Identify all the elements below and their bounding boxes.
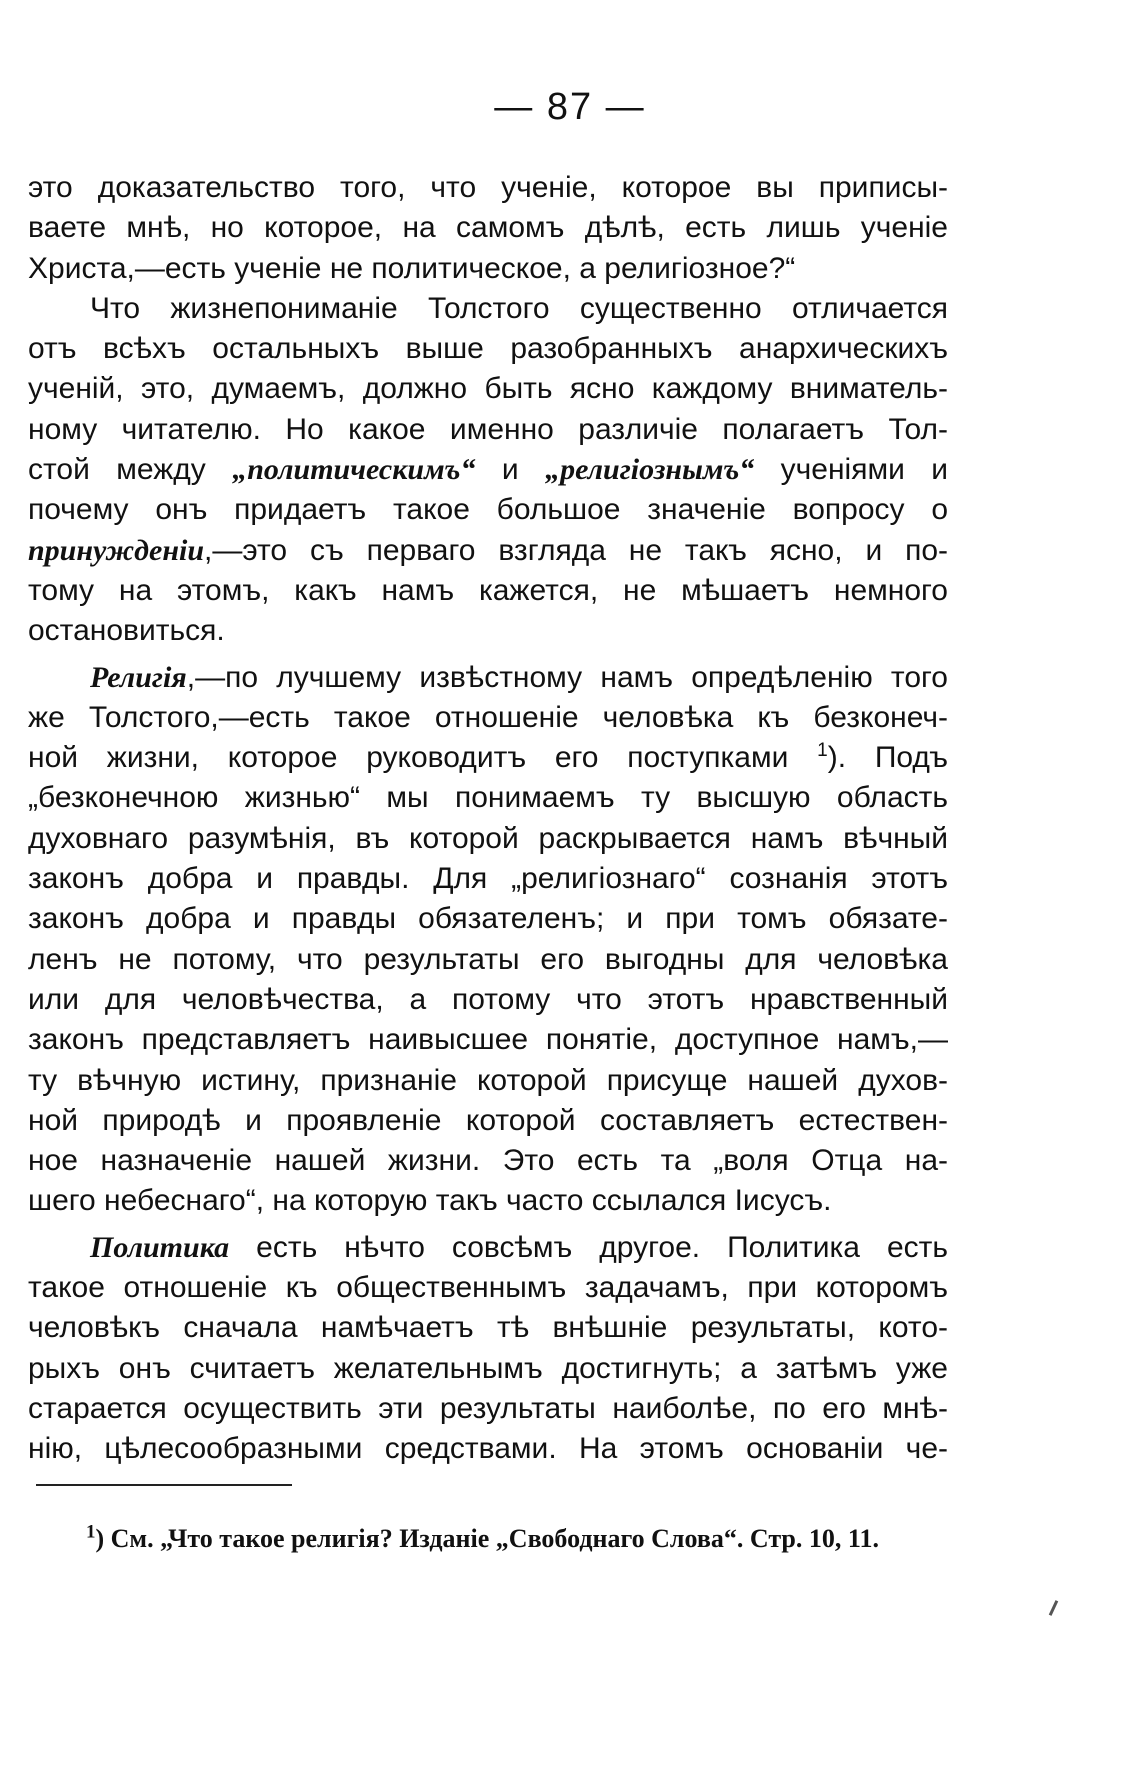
text-line: это доказательство того, что ученіе, которое вы приписы- bbox=[28, 171, 948, 204]
text-line: остановиться. bbox=[28, 614, 225, 648]
footnote-number: 1 bbox=[86, 1521, 96, 1543]
emphasis-religion: Религія bbox=[90, 660, 187, 694]
footnote-marker[interactable]: 1 bbox=[817, 740, 828, 762]
text-line bbox=[28, 738, 948, 778]
text-line: ваете мнѣ, но которое, на самомъ дѣлѣ, есть лишь ученіе bbox=[28, 211, 948, 245]
emphasis-political: „политическимъ“ bbox=[232, 453, 476, 487]
text-line: человѣкъ сначала намѣчаетъ тѣ внѣшніе результаты, кото- bbox=[28, 1311, 948, 1345]
text-run: стой между bbox=[28, 453, 233, 487]
text-line: Христа,—есть ученіе не политическое, а религіозное?“ bbox=[28, 251, 796, 285]
text-run: ,—по лучшему извѣстному намъ опредѣленію того bbox=[186, 660, 948, 694]
text-line: ученій, это, думаемъ, должно быть ясно каждому вниматель- bbox=[28, 372, 948, 406]
text-line: нію, цѣлесообразными средствами. На этомъ основаніи че- bbox=[28, 1432, 948, 1466]
body-text bbox=[28, 168, 948, 1470]
page-number: — 87 — bbox=[494, 86, 646, 128]
text-line: отъ всѣхъ остальныхъ выше разобранныхъ анархическихъ bbox=[28, 332, 948, 366]
text-run: ). Подъ bbox=[827, 741, 948, 775]
text-run: и bbox=[475, 453, 546, 487]
text-line: ной природѣ и проявленіе которой составляетъ естествен- bbox=[28, 1103, 948, 1137]
text-line: ту вѣчную истину, признаніе которой присуще нашей духов- bbox=[28, 1063, 948, 1097]
text-run: есть нѣчто совсѣмъ другое. Политика есть bbox=[229, 1230, 948, 1264]
footnote bbox=[86, 1521, 966, 1554]
text-line: духовнаго разумѣнія, въ которой раскрывается намъ вѣчный bbox=[28, 821, 948, 855]
text-line: старается осуществить эти результаты наиболѣе, по его мнѣ- bbox=[28, 1391, 948, 1425]
footnote-text: ) См. „Что такое религія? Изданіе „Свободнаго Слова“. Стр. 10, 11. bbox=[95, 1524, 879, 1553]
text-line bbox=[28, 531, 948, 571]
text-line: почему онъ придаетъ такое большое значеніе вопросу о bbox=[28, 493, 948, 527]
text-line bbox=[28, 1228, 948, 1268]
emphasis-religious: „религіознымъ“ bbox=[545, 453, 755, 487]
text-run: ,—это съ перваго взгляда не такъ ясно, и по- bbox=[204, 533, 948, 567]
page-speck bbox=[1049, 1600, 1058, 1616]
text-line: такое отношеніе къ общественнымъ задачамъ, при которомъ bbox=[28, 1271, 948, 1305]
text-line: рыхъ онъ считаетъ желательнымъ достигнуть; а затѣмъ уже bbox=[28, 1351, 948, 1385]
text-line bbox=[28, 658, 948, 698]
text-line: ному читателю. Но какое именно различіе полагаетъ Тол- bbox=[28, 412, 948, 446]
emphasis-coercion: принужденіи bbox=[28, 533, 205, 567]
text-line: ленъ не потому, что результаты его выгодны для человѣка bbox=[28, 942, 948, 976]
text-line: законъ представляетъ наивысшее понятіе, доступное намъ,— bbox=[28, 1023, 948, 1057]
text-line: или для человѣчества, а потому что этотъ нравственный bbox=[28, 982, 948, 1016]
text-line: шего небеснаго“, на которую такъ часто ссылался Іисусъ. bbox=[28, 1184, 832, 1218]
text-line bbox=[28, 450, 948, 490]
text-line: законъ добра и правды обязателенъ; и при томъ обязате- bbox=[28, 902, 948, 936]
text-run: ученіями и bbox=[754, 453, 949, 487]
text-line: же Толстого,—есть такое отношеніе человѣка къ безконеч- bbox=[28, 700, 948, 734]
text-line: законъ добра и правды. Для „религіознаго“ сознанія этотъ bbox=[28, 862, 948, 896]
text-line: ное назначеніе нашей жизни. Это есть та „воля Отца на- bbox=[28, 1144, 948, 1178]
text-line: „безконечною жизнью“ мы понимаемъ ту высшую область bbox=[28, 781, 948, 815]
text-line: тому на этомъ, какъ намъ кажется, не мѣшаетъ немного bbox=[28, 573, 948, 607]
footnote-divider bbox=[36, 1484, 292, 1486]
emphasis-politics: Политика bbox=[90, 1230, 230, 1264]
text-run: ной жизни, которое руководитъ его поступками bbox=[28, 741, 818, 775]
text-line: Что жизнепониманіе Толстого существенно отличается bbox=[90, 291, 948, 325]
